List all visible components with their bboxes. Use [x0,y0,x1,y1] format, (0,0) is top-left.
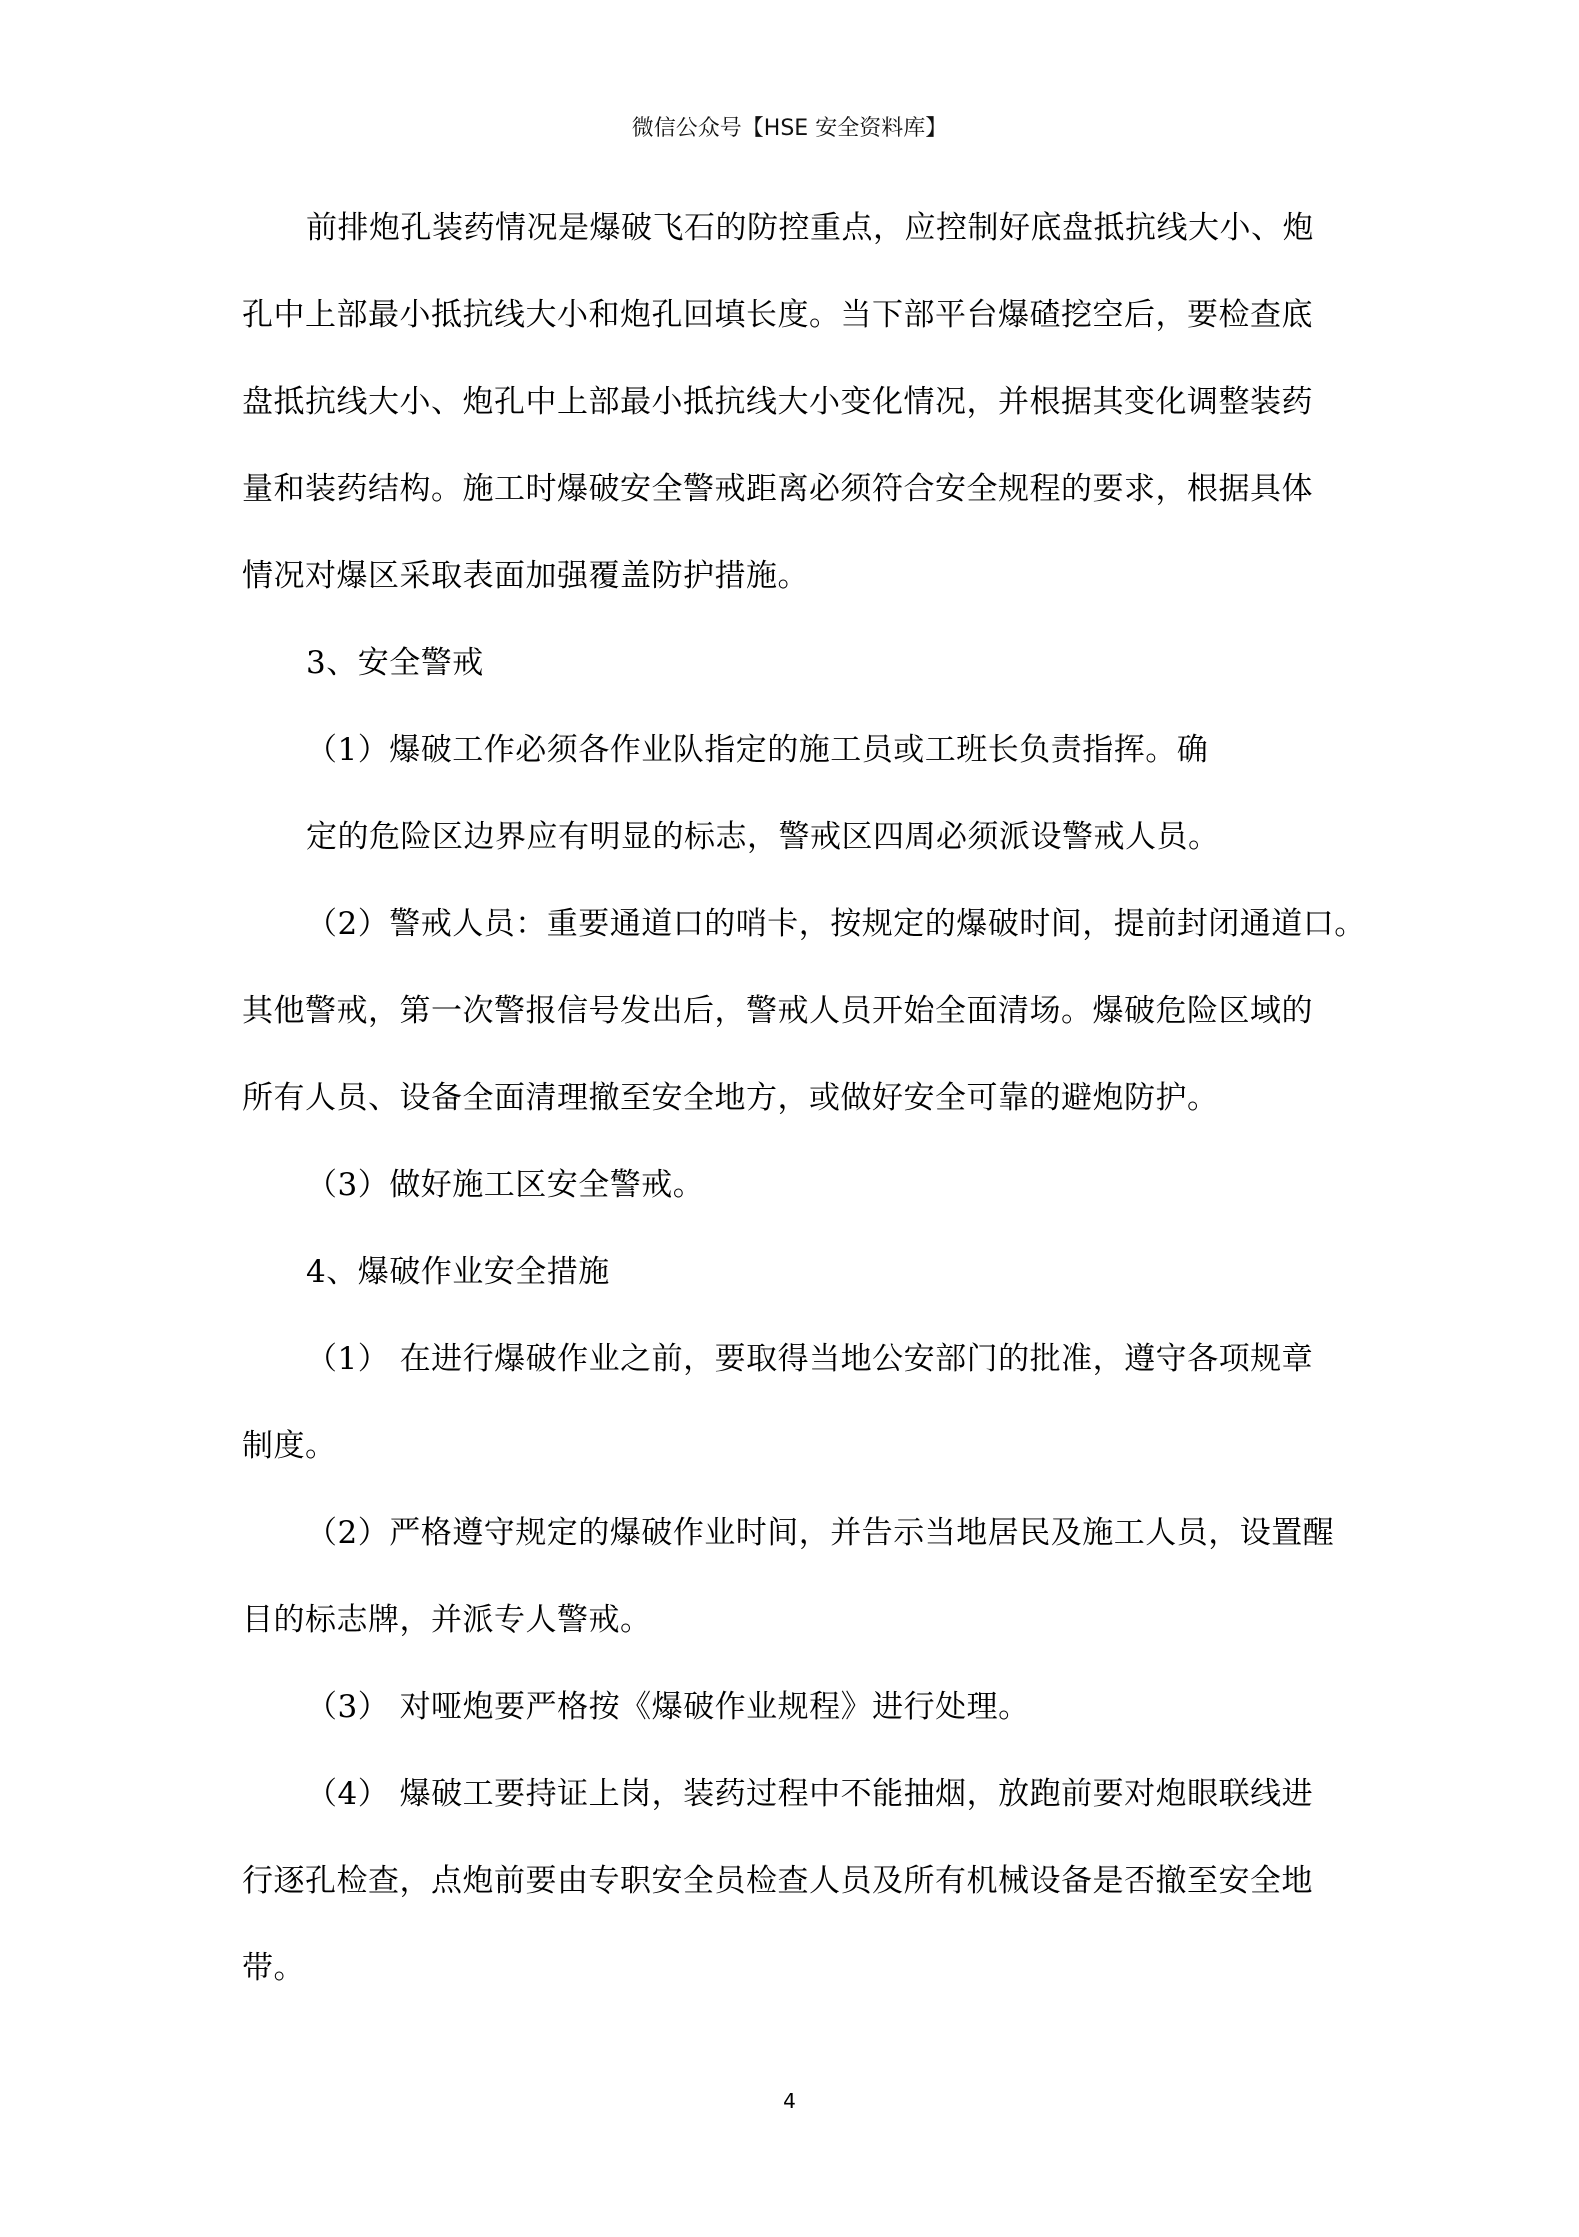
page-header: 微信公众号【HSE 安全资料库】 [631,116,948,141]
body-line: （1）爆破工作必须各作业队指定的施工员或工班长负责指挥。确 [306,732,1209,768]
section-heading: 4、爆破作业安全措施 [306,1254,610,1290]
body-line: 制度。 [242,1428,337,1464]
body-line: 目的标志牌，并派专人警戒。 [242,1602,652,1638]
body-line: 其他警戒，第一次警报信号发出后，警戒人员开始全面清场。爆破危险区域的 [242,993,1313,1029]
body-line: （2）严格遵守规定的爆破作业时间，并告示当地居民及施工人员，设置醒 [306,1515,1335,1551]
body-line: 带。 [242,1950,305,1986]
body-line: 孔中上部最小抵抗线大小和炮孔回填长度。当下部平台爆碴挖空后，要检查底 [242,297,1313,333]
body-line: 盘抵抗线大小、炮孔中上部最小抵抗线大小变化情况，并根据其变化调整装药 [242,384,1313,420]
body-line: 量和装药结构。施工时爆破安全警戒距离必须符合安全规程的要求，根据具体 [242,471,1313,507]
body-line: 情况对爆区采取表面加强覆盖防护措施。 [242,558,809,594]
body-line: 定的危险区边界应有明显的标志，警戒区四周必须派设警戒人员。 [306,819,1220,855]
body-line: （1） 在进行爆破作业之前，要取得当地公安部门的批准，遵守各项规章 [306,1341,1314,1377]
body-line: （3） 对哑炮要严格按《爆破作业规程》进行处理。 [306,1689,1030,1725]
body-line: 所有人员、设备全面清理撤至安全地方，或做好安全可靠的避炮防护。 [242,1080,1219,1116]
page-number: 4 [783,2089,796,2113]
body-line: （2）警戒人员：重要通道口的哨卡，按规定的爆破时间，提前封闭通道口。 [306,906,1366,942]
body-line: 行逐孔检查，点炮前要由专职安全员检查人员及所有机械设备是否撤至安全地 [242,1863,1313,1899]
body-line: 前排炮孔装药情况是爆破飞石的防控重点，应控制好底盘抵抗线大小、炮 [306,210,1314,246]
section-heading: 3、安全警戒 [306,645,484,681]
body-line: （4） 爆破工要持证上岗，装药过程中不能抽烟，放跑前要对炮眼联线进 [306,1776,1314,1812]
body-line: （3）做好施工区安全警戒。 [306,1167,705,1203]
